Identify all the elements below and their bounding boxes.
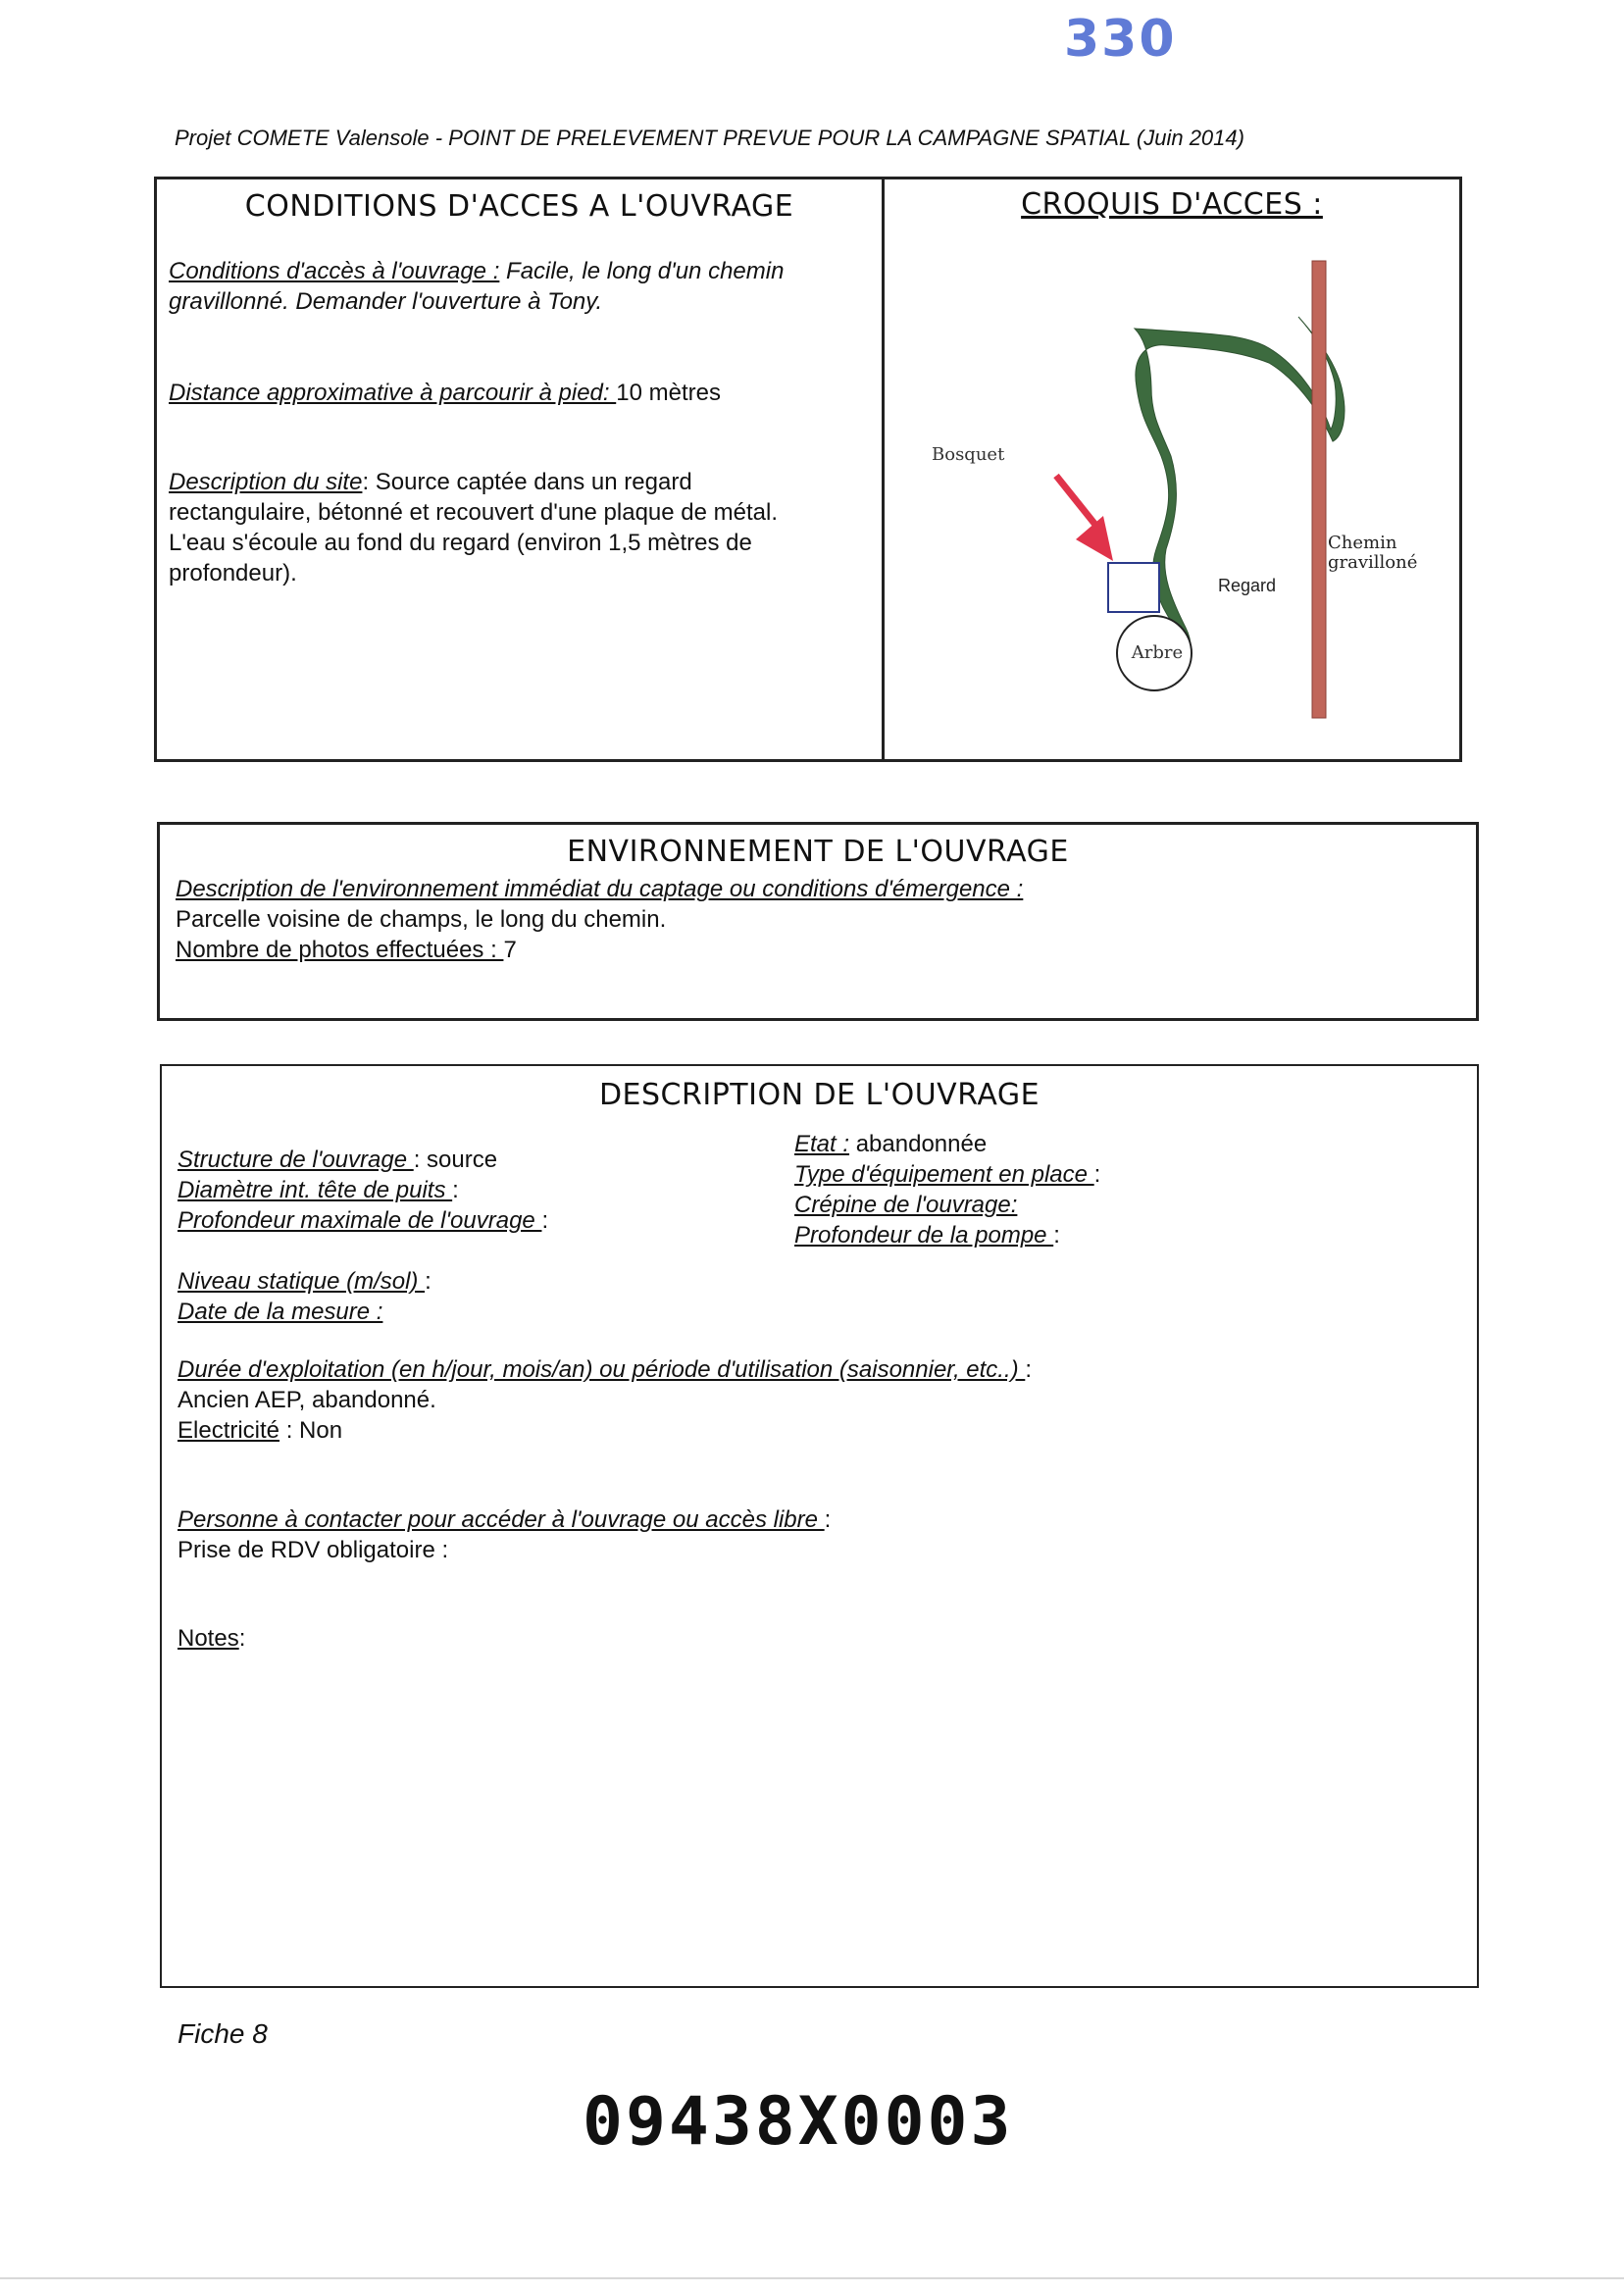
handwritten-number: 330 — [1064, 10, 1177, 69]
page-header: Projet COMETE Valensole - POINT DE PRELEVEMENT PREVUE POUR LA CAMPAGNE SPATIAL (Juin 2014) — [175, 126, 1244, 150]
distance-value: 10 mètres — [616, 380, 721, 406]
conditions-title: CONDITIONS D'ACCES A L'OUVRAGE — [244, 189, 794, 224]
electricite-value: : Non — [279, 1417, 343, 1444]
site-value-1: : Source captée dans un regard — [362, 469, 692, 495]
environnement-title: ENVIRONNEMENT DE L'OUVRAGE — [567, 835, 1069, 869]
equipement-label: Type d'équipement en place — [794, 1161, 1094, 1188]
chemin-label-1: Chemin — [1328, 533, 1397, 553]
diametre-label: Diamètre int. tête de puits — [178, 1177, 453, 1203]
etat-label: Etat : — [794, 1131, 850, 1157]
arbre-label: Arbre — [1131, 642, 1184, 663]
pompe-label: Profondeur de la pompe — [794, 1222, 1054, 1249]
rdv-text: Prise de RDV obligatoire : — [178, 1537, 449, 1563]
duree-text: Ancien AEP, abandonné. — [178, 1387, 436, 1413]
profondeur-value: : — [541, 1207, 549, 1234]
crepine-label: Crépine de l'ouvrage: — [794, 1192, 1018, 1218]
duree-label: Durée d'exploitation (en h/jour, mois/an) ou période d'utilisation (saisonnier, etc..) — [178, 1356, 1026, 1383]
croquis-title: CROQUIS D'ACCES : — [1021, 187, 1323, 222]
structure-label: Structure de l'ouvrage — [178, 1147, 414, 1173]
photos-value: 7 — [503, 937, 517, 963]
chemin-label-2: gravilloné — [1328, 552, 1418, 573]
croquis-box — [882, 177, 1462, 762]
niveau-value: : — [425, 1268, 431, 1295]
arrow-shaft — [1056, 476, 1095, 525]
personne-label: Personne à contacter pour accéder à l'ouvrage ou accès libre — [178, 1506, 825, 1533]
description-title: DESCRIPTION DE L'OUVRAGE — [598, 1078, 1040, 1112]
niveau-label: Niveau statique (m/sol) — [178, 1268, 426, 1295]
date-label: Date de la mesure : — [178, 1299, 383, 1325]
equipement-value: : — [1093, 1161, 1101, 1188]
regard-box — [1108, 563, 1159, 612]
regard-label: Regard — [1218, 576, 1277, 595]
duree-value: : — [1025, 1356, 1032, 1383]
electricite-label: Electricité — [178, 1417, 280, 1444]
acces-value-2: gravillonné. Demander l'ouverture à Tony. — [169, 288, 603, 315]
distance-label: Distance approximative à parcourir à pied: — [169, 380, 617, 406]
notes-label: Notes — [178, 1625, 239, 1652]
site-value-4: profondeur). — [169, 560, 297, 586]
site-label: Description du site — [169, 469, 363, 495]
photos-label: Nombre de photos effectuées : — [176, 937, 504, 963]
personne-value: : — [824, 1506, 832, 1533]
environnement-box — [157, 822, 1479, 1021]
diametre-value: : — [452, 1177, 459, 1203]
acces-label: Conditions d'accès à l'ouvrage : — [169, 258, 500, 284]
scan-edge-line — [0, 2277, 1624, 2279]
site-value-3: L'eau s'écoule au fond du regard (environ 1,5 mètres de — [169, 530, 752, 556]
bosquet-label: Bosquet — [932, 444, 1005, 465]
site-value-2: rectangulaire, bétonné et recouvert d'une plaque de métal. — [169, 499, 778, 526]
profondeur-label: Profondeur maximale de l'ouvrage — [178, 1207, 542, 1234]
acces-value: Facile, le long d'un chemin — [499, 258, 785, 284]
access-sketch — [882, 177, 1462, 762]
pompe-value: : — [1053, 1222, 1060, 1249]
notes-colon: : — [238, 1625, 246, 1652]
etat-value: abandonnée — [849, 1131, 988, 1157]
environnement-desc-value: Parcelle voisine de champs, le long du chemin. — [176, 906, 667, 933]
chemin-bar — [1312, 261, 1326, 718]
fiche-number: Fiche 8 — [178, 2018, 268, 2049]
conditions-box — [154, 177, 885, 762]
environnement-desc-label: Description de l'environnement immédiat du captage ou conditions d'émergence : — [176, 876, 1024, 902]
description-box — [160, 1064, 1479, 1988]
structure-value: : source — [413, 1147, 498, 1173]
ouvrage-code: 09438X0003 — [583, 2083, 1014, 2161]
